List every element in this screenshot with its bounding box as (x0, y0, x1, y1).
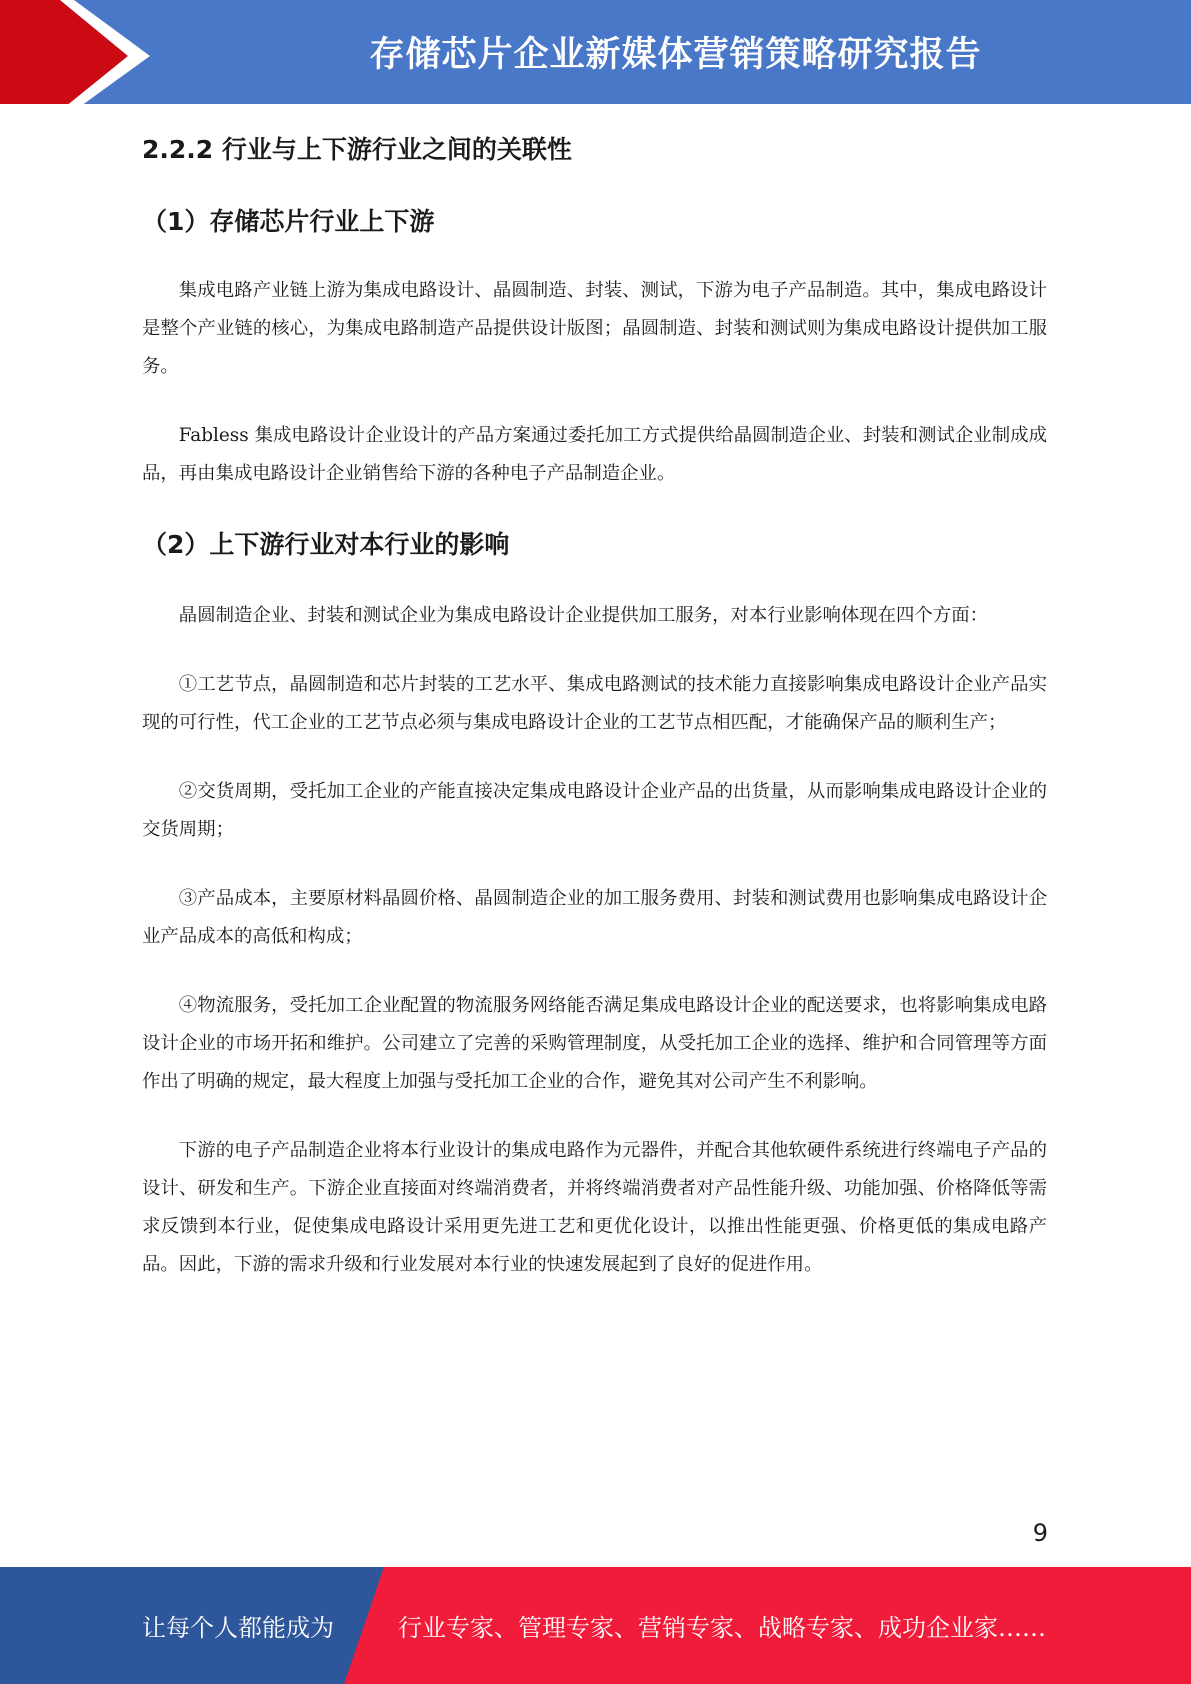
document-body (142, 128, 1047, 1284)
paragraph: ①工艺节点，晶圆制造和芯片封装的工艺水平、集成电路测试的技术能力直接影响集成电路设计企业产品实现的可行性，代工企业的工艺节点必须与集成电路设计企业的工艺节点相匹配，才能确保产品的顺利生产； (142, 674, 1047, 733)
header-title: 存储芯片企业新媒体营销策略研究报告 (369, 35, 982, 75)
paragraph: 下游的电子产品制造企业将本行业设计的集成电路作为元器件，并配合其他软硬件系统进行终端电子产品的设计、研发和生产。下游企业直接面对终端消费者，并将终端消费者对产品性能升级、功能加强、价格降低等需求反馈到本行业，促使集成电路设计采用更先进工艺和更优化设计，以推出性能更强、价格更低的集成电路产品。因此，下游的需求升级和行业发展对本行业的快速发展起到了良好的促进作用。 (142, 1140, 1047, 1275)
footer-slogan-left: 让每个人都能成为 (142, 1614, 334, 1642)
paragraph: ②交货周期，受托加工企业的产能直接决定集成电路设计企业产品的出货量，从而影响集成电路设计企业的交货周期； (142, 781, 1047, 840)
page-number: 9 (1032, 1519, 1048, 1547)
page-footer (0, 1567, 1191, 1684)
paragraph: ③产品成本，主要原材料晶圆价格、晶圆制造企业的加工服务费用、封装和测试费用也影响集成电路设计企业产品成本的高低和构成； (142, 888, 1047, 947)
subsection-heading-1: （1）存储芯片行业上下游 (142, 207, 435, 236)
section-heading: 2.2.2 行业与上下游行业之间的关联性 (142, 135, 572, 164)
paragraph: 晶圆制造企业、封装和测试企业为集成电路设计企业提供加工服务，对本行业影响体现在四个方面： (178, 605, 988, 626)
paragraph: Fabless 集成电路设计企业设计的产品方案通过委托加工方式提供给晶圆制造企业、封装和测试企业制成成品，再由集成电路设计企业销售给下游的各种电子产品制造企业。 (142, 425, 1047, 484)
paragraph: 集成电路产业链上游为集成电路设计、晶圆制造、封装、测试，下游为电子产品制造。其中，集成电路设计是整个产业链的核心，为集成电路制造产品提供设计版图；晶圆制造、封装和测试则为集成电路设计提供加工服务。 (142, 280, 1047, 377)
footer-slogan-right: 行业专家、管理专家、营销专家、战略专家、成功企业家…… (398, 1614, 1046, 1642)
subsection-heading-2: （2）上下游行业对本行业的影响 (142, 530, 510, 559)
paragraph: ④物流服务，受托加工企业配置的物流服务网络能否满足集成电路设计企业的配送要求，也将影响集成电路设计企业的市场开拓和维护。公司建立了完善的采购管理制度，从受托加工企业的选择、维护和合同管理等方面作出了明确的规定，最大程度上加强与受托加工企业的合作，避免其对公司产生不利影响。 (142, 995, 1047, 1092)
page-header (0, 0, 1191, 111)
